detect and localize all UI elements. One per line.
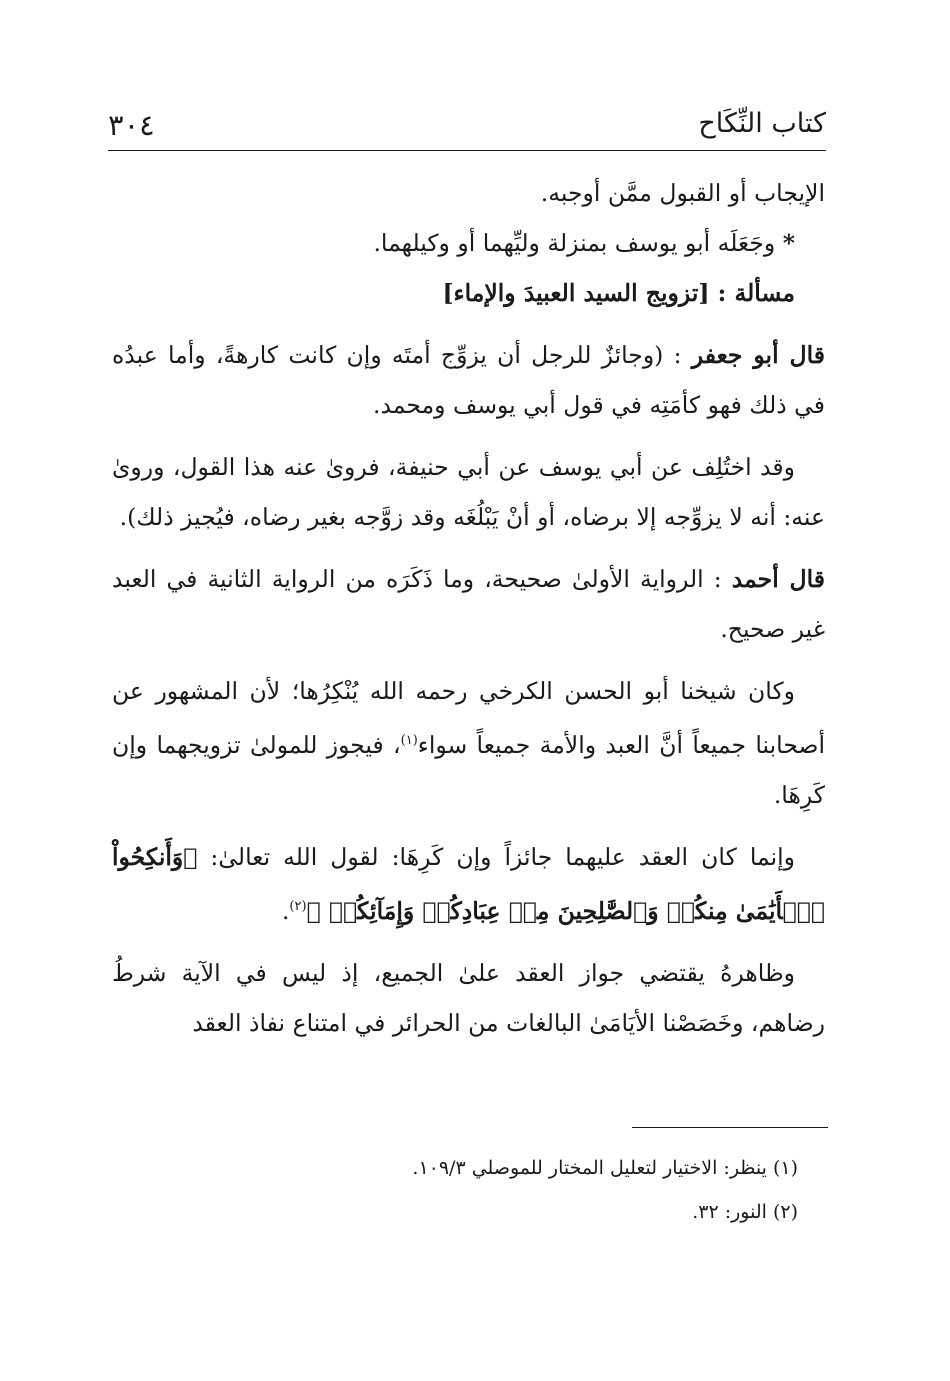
main-text (112, 168, 825, 1048)
footnote-separator (632, 1127, 828, 1128)
paragraph-2 (112, 218, 825, 268)
paragraph-1-text: الإيجاب أو القبول ممَّن أوجبه. (540, 179, 825, 207)
paragraph-7 (112, 666, 825, 820)
quran-verse: ﴿وَأَنكِحُواْ ٱلۡأَيَٰمَىٰ مِنكُمۡ وَٱلصَّٰلِحِينَ مِنۡ عِبَادِكُمۡ وَإِمَآئِكُمۡ ﴾ (112, 842, 825, 925)
paragraph-8-text-b: . (281, 896, 290, 925)
page-number: ٣٠٤ (108, 108, 155, 142)
issue-heading-text: مسألة : [تزويج السيد العبيدَ والإماء] (442, 279, 795, 307)
paragraph-7-text-a: وكان شيخنا أبو الحسن الكرخي رحمه الله يُنْكِرُها؛ لأن المشهور عن أصحابنا جميعاً أنَّ العبد والأمة جميعاً سواء (112, 677, 825, 759)
page-header (108, 100, 826, 151)
running-title: كتاب النِّكَاح (698, 108, 826, 139)
paragraph-8-text-a: وإنما كان العقد عليهما جائزاً وإن كَرِهَا: لقول الله تعالیٰ: (197, 842, 795, 871)
paragraph-9-text: وظاهرهُ يقتضي جواز العقد علیٰ الجميع، إذ ليس في الآية شرطُ رضاهم، وخَصَصْنا الأيَامَیٰ البالغات من الحرائر في امتناع نفاذ العقد (112, 958, 825, 1037)
paragraph-5-text: وقد اختُلِف عن أبي يوسف عن أبي حنيفة، فرویٰ عنه هذا القول، ورویٰ عنه: أنه لا يزوِّجه إلا برضاه، أو أنْ يَبْلُغَه وقد زوَّجه بغير رضاه، فيُجيز ذلك). (112, 453, 825, 531)
footnotes (112, 1146, 798, 1234)
paragraph-4 (112, 330, 825, 430)
paragraph-4-text: : (وجائزٌ للرجل أن يزوِّج أمتَه وإن كانت كارهةً، وأما عبدُه في ذلك فهو كأمَتِه في قول أبي يوسف ومحمد. (112, 341, 825, 419)
paragraph-1 (112, 168, 825, 218)
footnote-ref-2[interactable]: (٢) (289, 898, 307, 914)
paragraph-6 (112, 554, 825, 654)
footnote-1: (١) ينظر: الاختيار لتعليل المختار للموصلي ١٠٩/٣. (412, 1157, 798, 1179)
paragraph-6-text: : الرواية الأولیٰ صحيحة، وما ذَكَرَه من الرواية الثانية في العبد غير صحيح. (112, 565, 825, 643)
speaker-abu-jafar: قال أبو جعفر (691, 341, 826, 369)
paragraph-9 (112, 948, 825, 1048)
footnote-2: (٢) النور: ٣٢. (692, 1201, 798, 1223)
issue-heading (112, 268, 825, 318)
speaker-ahmad: قال أحمد (731, 565, 825, 593)
paragraph-8 (112, 832, 825, 936)
paragraph-7-text-b: ، فيجوز للمولیٰ تزويجهما وإن كَرِهَا. (112, 730, 825, 809)
paragraph-5 (112, 442, 825, 542)
paragraph-2-text: وجَعَلَه أبو يوسف بمنزلة وليِّهما أو وكيلهما. (373, 229, 783, 257)
asterisk-marker: * (782, 229, 795, 257)
footnote-ref-1[interactable]: (١) (400, 733, 418, 748)
